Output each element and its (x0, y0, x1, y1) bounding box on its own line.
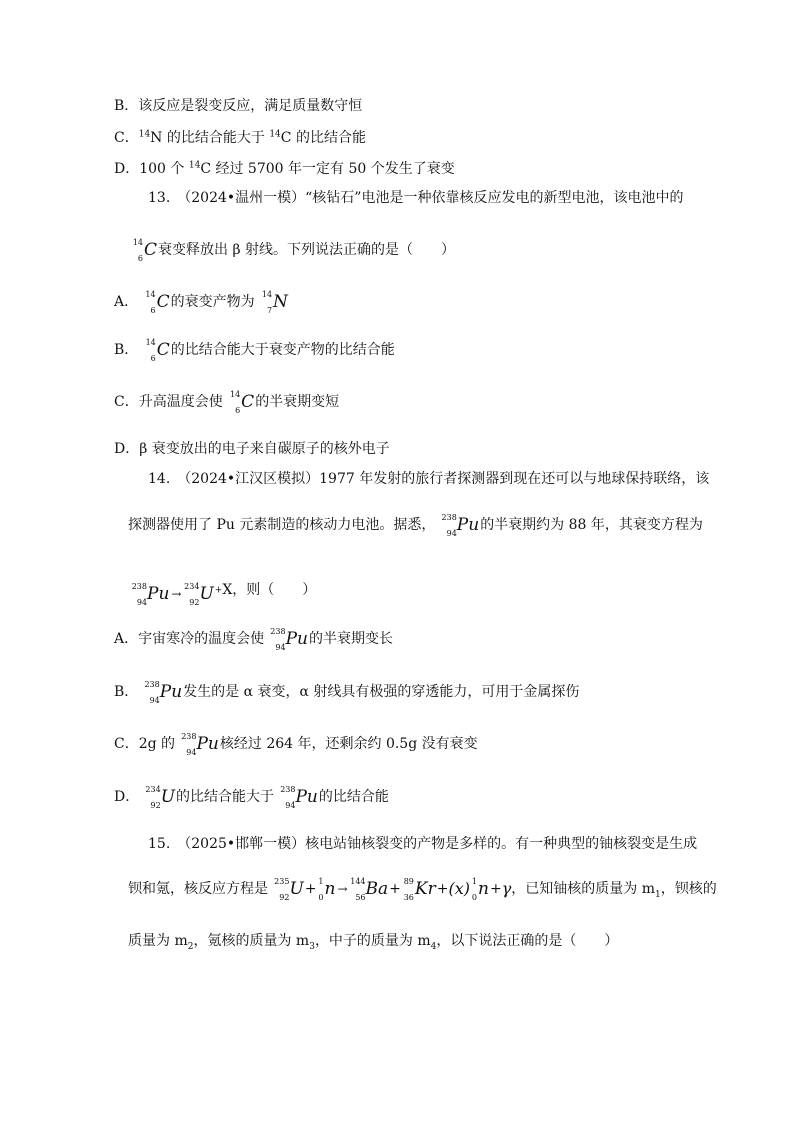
subscript: 3 (309, 941, 315, 952)
q14-option-c (114, 732, 478, 756)
question-text: X，则（ ） (222, 582, 317, 598)
option-text: C 的比结合能 (280, 130, 366, 146)
q15-stem-line2 (128, 877, 717, 901)
q14-stem-line2 (128, 513, 703, 537)
nuclide-pu238: 238 94 Pu (181, 732, 219, 757)
q15-stem-line3 (128, 931, 618, 951)
nuclide-pu238: 238 94 Pu (280, 785, 318, 810)
mass-number: 14 (188, 160, 201, 171)
nuclide-c14: 14 6 C (145, 338, 170, 363)
gamma-symbol: γ (501, 879, 512, 898)
nuclide-kr89: 89 36 Kr (403, 877, 436, 902)
mass-number: 14 (138, 129, 151, 140)
question-text: 探测器使用了 Pu 元素制造的核动力电池。据悉， (128, 517, 436, 533)
option-label: C． (114, 130, 139, 146)
q12-option-b: B．该反应是裂变反应，满足质量数守恒 (114, 98, 363, 114)
fission-equation: 235 92 U+ 1 0 n → 144 56 Ba+ 89 36 Kr+(x) 1 0 n+γ (274, 877, 512, 902)
subscript: 4 (430, 941, 437, 952)
nuclide-pu238: 238 94 Pu (144, 680, 183, 705)
question-text: 衰变释放出 β 射线。下列说法正确的是（ ） (158, 242, 456, 258)
coefficient: x (454, 879, 464, 898)
q14-stem-line1: 14. （2024•江汉区模拟）1977 年发射的旅行者探测器到现在还可以与地球保持联络，该 (148, 471, 710, 487)
q13-option-a (114, 290, 289, 314)
mass-number: 14 (269, 129, 281, 140)
reaction-arrow-icon: → (171, 587, 182, 601)
nuclide-pu238: 238 94 Pu (441, 513, 480, 538)
option-text: 的比结合能大于 (176, 789, 275, 805)
option-text: C 经过 5700 年一定有 50 个发生了衰变 (200, 161, 455, 177)
q13-stem-line1: 13. （2024•温州一模）“核钻石”电池是一种依靠核反应发电的新型电池，该电池中的 (148, 190, 684, 206)
q12-option-c (114, 128, 366, 148)
question-text: ，已知铀核的质量为 m (511, 881, 655, 897)
option-label: B． (114, 342, 139, 358)
question-text: 的半衰期约为 88 年，其衰变方程为 (480, 517, 703, 533)
q13-option-c (114, 390, 339, 414)
nuclide-u234: 234 92 U (145, 785, 176, 810)
q14-decay-equation (130, 580, 316, 606)
question-text: 质量为 m (128, 933, 188, 949)
nuclide-c14: 14 6 C (229, 390, 255, 415)
option-label: B． (114, 684, 139, 700)
q14-option-b (114, 680, 579, 704)
q13-option-d: D．β 衰变放出的电子来自碳原子的核外电子 (114, 441, 390, 457)
option-text: 核经过 264 年，还剩余约 0.5g 没有衰变 (219, 736, 478, 752)
option-text: N 的比结合能大于 (150, 130, 270, 146)
question-text: ，氪核的质量为 m (193, 933, 310, 949)
q12-option-d (114, 159, 455, 179)
nuclide-u234: 234 92 U (184, 582, 214, 607)
option-text: D．100 个 (114, 161, 189, 177)
question-text: ，中子的质量为 m (314, 933, 431, 949)
plus-sign: + (214, 585, 223, 596)
q14-option-a (114, 627, 393, 651)
nuclide-ba144: 144 56 Ba (350, 877, 389, 902)
q15-stem-line1: 15. （2025•邯郸一模）核电站铀核裂变的产物是多样的。有一种典型的铀核裂变是生成 (148, 836, 698, 852)
nuclide-pu238: 238 94 Pu (270, 627, 308, 652)
nuclide-u235: 235 92 U (274, 877, 304, 902)
q13-option-b (114, 338, 395, 362)
option-text: 的比结合能大于衰变产物的比结合能 (170, 342, 395, 358)
subscript: 2 (187, 941, 194, 952)
nuclide-n14: 14 7 N (261, 290, 288, 315)
reaction-arrow-icon: → (337, 882, 348, 896)
nuclide-neutron: 1 0 n (471, 877, 489, 902)
option-label: C．升高温度会使 (114, 394, 223, 410)
option-label: C．2g 的 (114, 736, 176, 752)
option-text: 的半衰期变短 (255, 394, 340, 410)
question-text: ，钡核的 (660, 881, 717, 897)
question-text: ，以下说法正确的是（ ） (436, 933, 619, 949)
q14-option-d (114, 785, 389, 809)
option-text: 的比结合能 (318, 789, 389, 805)
option-text: 的衰变产物为 (170, 294, 255, 310)
question-text: 钡和氪，核反应方程是 (128, 881, 268, 897)
option-text: 的半衰期变长 (308, 631, 393, 647)
nuclide-neutron: 1 0 n (318, 877, 336, 902)
q13-stem-line2 (130, 238, 455, 262)
nuclide-pu238: 238 94 Pu (131, 582, 170, 607)
option-label: D． (114, 789, 140, 805)
option-label: A． (114, 294, 139, 310)
nuclide-c14: 14 6 C (132, 238, 158, 263)
option-text: 发生的是 α 衰变，α 射线具有极强的穿透能力，可用于金属探伤 (183, 684, 580, 700)
option-label: A．宇宙寒冷的温度会使 (114, 631, 265, 647)
nuclide-c14: 14 6 C (145, 290, 170, 315)
subscript: 1 (654, 889, 661, 900)
